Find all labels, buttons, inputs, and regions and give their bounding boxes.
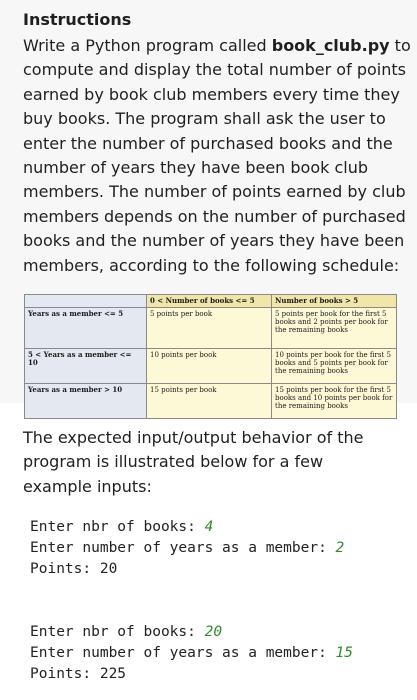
instructions-heading: Instructions (23, 10, 132, 29)
table-cell: 10 points per book (147, 349, 272, 384)
table-row (25, 384, 397, 419)
books-input-value: 20 (204, 624, 223, 640)
table-cell: 5 points per book (147, 308, 272, 349)
example-io-block (30, 622, 353, 685)
filename: book_club.py (271, 36, 390, 55)
code-line-books (30, 622, 353, 643)
col-header-few-books: 0 < Number of books <= 5 (147, 295, 272, 308)
years-input-value: 15 (335, 645, 354, 661)
points-output: Points: 225 (30, 666, 127, 682)
table-cell: 10 points per book for the first 5 books and 5 points per book for the remaining books (272, 349, 397, 384)
expected-behavior-paragraph: The expected input/output behavior of the program is illustrated below for a few example inputs: (23, 428, 364, 496)
code-line-books (30, 517, 344, 538)
table-corner-cell (25, 295, 147, 308)
row-header: Years as a member <= 5 (25, 308, 147, 349)
table-cell: 5 points per book for the first 5 books and 2 points per book for the remaining books (272, 308, 397, 349)
table-header-row (25, 295, 397, 308)
points-output: Points: 20 (30, 561, 118, 577)
col-header-many-books: Number of books > 5 (272, 295, 397, 308)
row-header: 5 < Years as a member <= 10 (25, 349, 147, 384)
table-cell: 15 points per book (147, 384, 272, 419)
example-io-block (30, 517, 344, 580)
row-header: Years as a member > 10 (25, 384, 147, 419)
years-prompt: Enter number of years as a member: (30, 645, 336, 661)
table-row (25, 308, 397, 349)
intro-text-rest: to compute and display the total number of points earned by book club members every time they buy books. The program shall ask the user to enter the number of purchased books and the number of years they have been book club members. The number of points earned by club members depends on the number of purchased books and the number of years they have been members, according to the following schedule: (23, 36, 411, 275)
books-input-value: 4 (204, 519, 214, 535)
points-schedule-table (24, 294, 397, 419)
intro-text-start: Write a Python program called (23, 36, 272, 55)
books-prompt: Enter nbr of books: (30, 624, 205, 640)
years-prompt: Enter number of years as a member: (30, 540, 336, 556)
table-cell: 15 points per book for the first 5 books and 10 points per book for the remaining books (272, 384, 397, 419)
table-row (25, 349, 397, 384)
books-prompt: Enter nbr of books: (30, 519, 205, 535)
code-line-years (30, 643, 353, 664)
years-input-value: 2 (335, 540, 345, 556)
code-line-years (30, 538, 344, 559)
instructions-paragraph (23, 34, 411, 278)
